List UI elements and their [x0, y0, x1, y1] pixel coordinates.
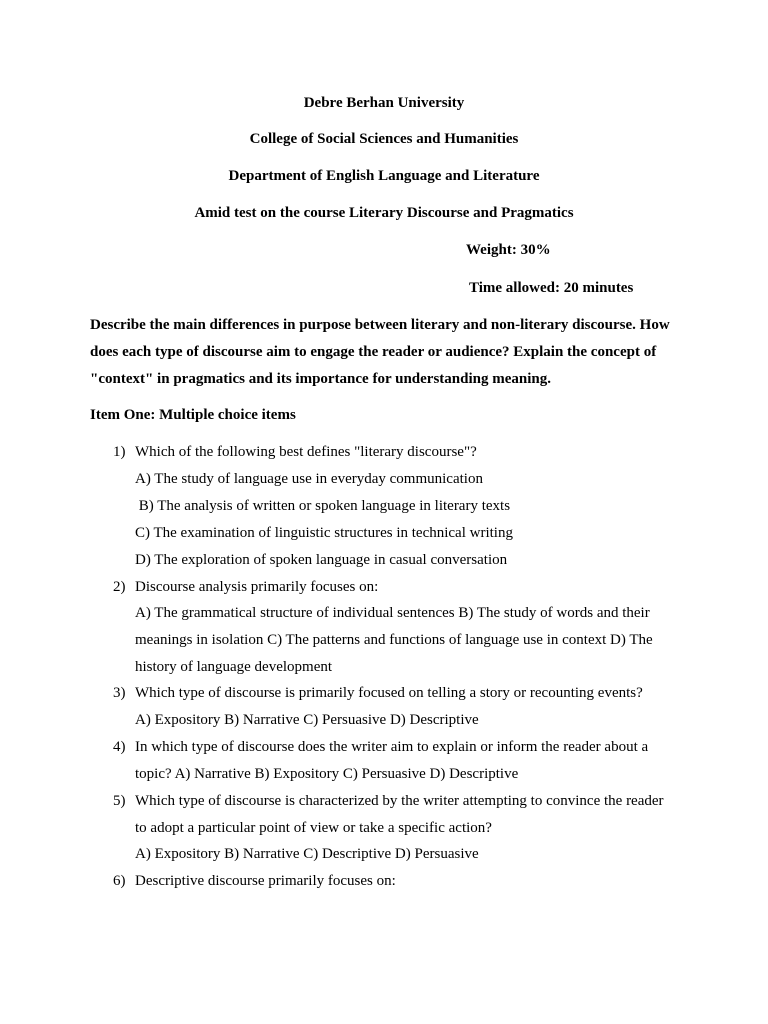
- question-option: B) The analysis of written or spoken language in literary texts: [135, 498, 511, 514]
- question-text: Descriptive discourse primarily focuses on:: [135, 873, 396, 889]
- time-allowed-label: Time allowed: 20 minutes: [469, 280, 634, 296]
- question-option: A) The study of language use in everyday communication: [135, 471, 483, 487]
- question-text: Which of the following best defines "literary discourse"?: [135, 444, 477, 460]
- instructions-line-2: does each type of discourse aim to engage the reader or audience? Explain the concept of: [90, 344, 657, 360]
- question-text: In which type of discourse does the writer aim to explain or inform the reader about a: [135, 739, 649, 755]
- question-text: Which type of discourse is characterized by the writer attempting to convince the reader: [135, 793, 664, 809]
- question-option: C) The examination of linguistic structures in technical writing: [135, 525, 513, 541]
- question-option: A) Expository B) Narrative C) Descriptive D) Persuasive: [135, 846, 479, 862]
- question-number: 1): [113, 444, 126, 460]
- question-number: 4): [113, 739, 126, 755]
- question-number: 2): [113, 579, 126, 595]
- question-option: topic? A) Narrative B) Expository C) Persuasive D) Descriptive: [135, 766, 519, 782]
- instructions-line-1: Describe the main differences in purpose between literary and non-literary discourse. How: [90, 317, 670, 333]
- test-title: Amid test on the course Literary Discourse and Pragmatics: [194, 205, 574, 221]
- college-name: College of Social Sciences and Humanities: [249, 131, 519, 147]
- instructions-line-3: "context" in pragmatics and its importance for understanding meaning.: [90, 371, 551, 387]
- question-text: to adopt a particular point of view or take a specific action?: [135, 820, 492, 836]
- weight-label: Weight: 30%: [466, 242, 551, 258]
- question-text: Discourse analysis primarily focuses on:: [135, 579, 379, 595]
- question-option: A) Expository B) Narrative C) Persuasive D) Descriptive: [135, 712, 479, 728]
- question-number: 3): [113, 685, 126, 701]
- department-name: Department of English Language and Literature: [228, 168, 540, 184]
- question-option: meanings in isolation C) The patterns and functions of language use in context D) The: [135, 632, 653, 648]
- section-title: Item One: Multiple choice items: [90, 407, 296, 423]
- question-option: D) The exploration of spoken language in casual conversation: [135, 552, 508, 568]
- question-number: 5): [113, 793, 126, 809]
- university-name: Debre Berhan University: [303, 95, 465, 111]
- question-option: A) The grammatical structure of individual sentences B) The study of words and their: [135, 605, 650, 621]
- question-option: history of language development: [135, 659, 333, 675]
- question-number: 6): [113, 873, 126, 889]
- question-text: Which type of discourse is primarily focused on telling a story or recounting events?: [135, 685, 643, 701]
